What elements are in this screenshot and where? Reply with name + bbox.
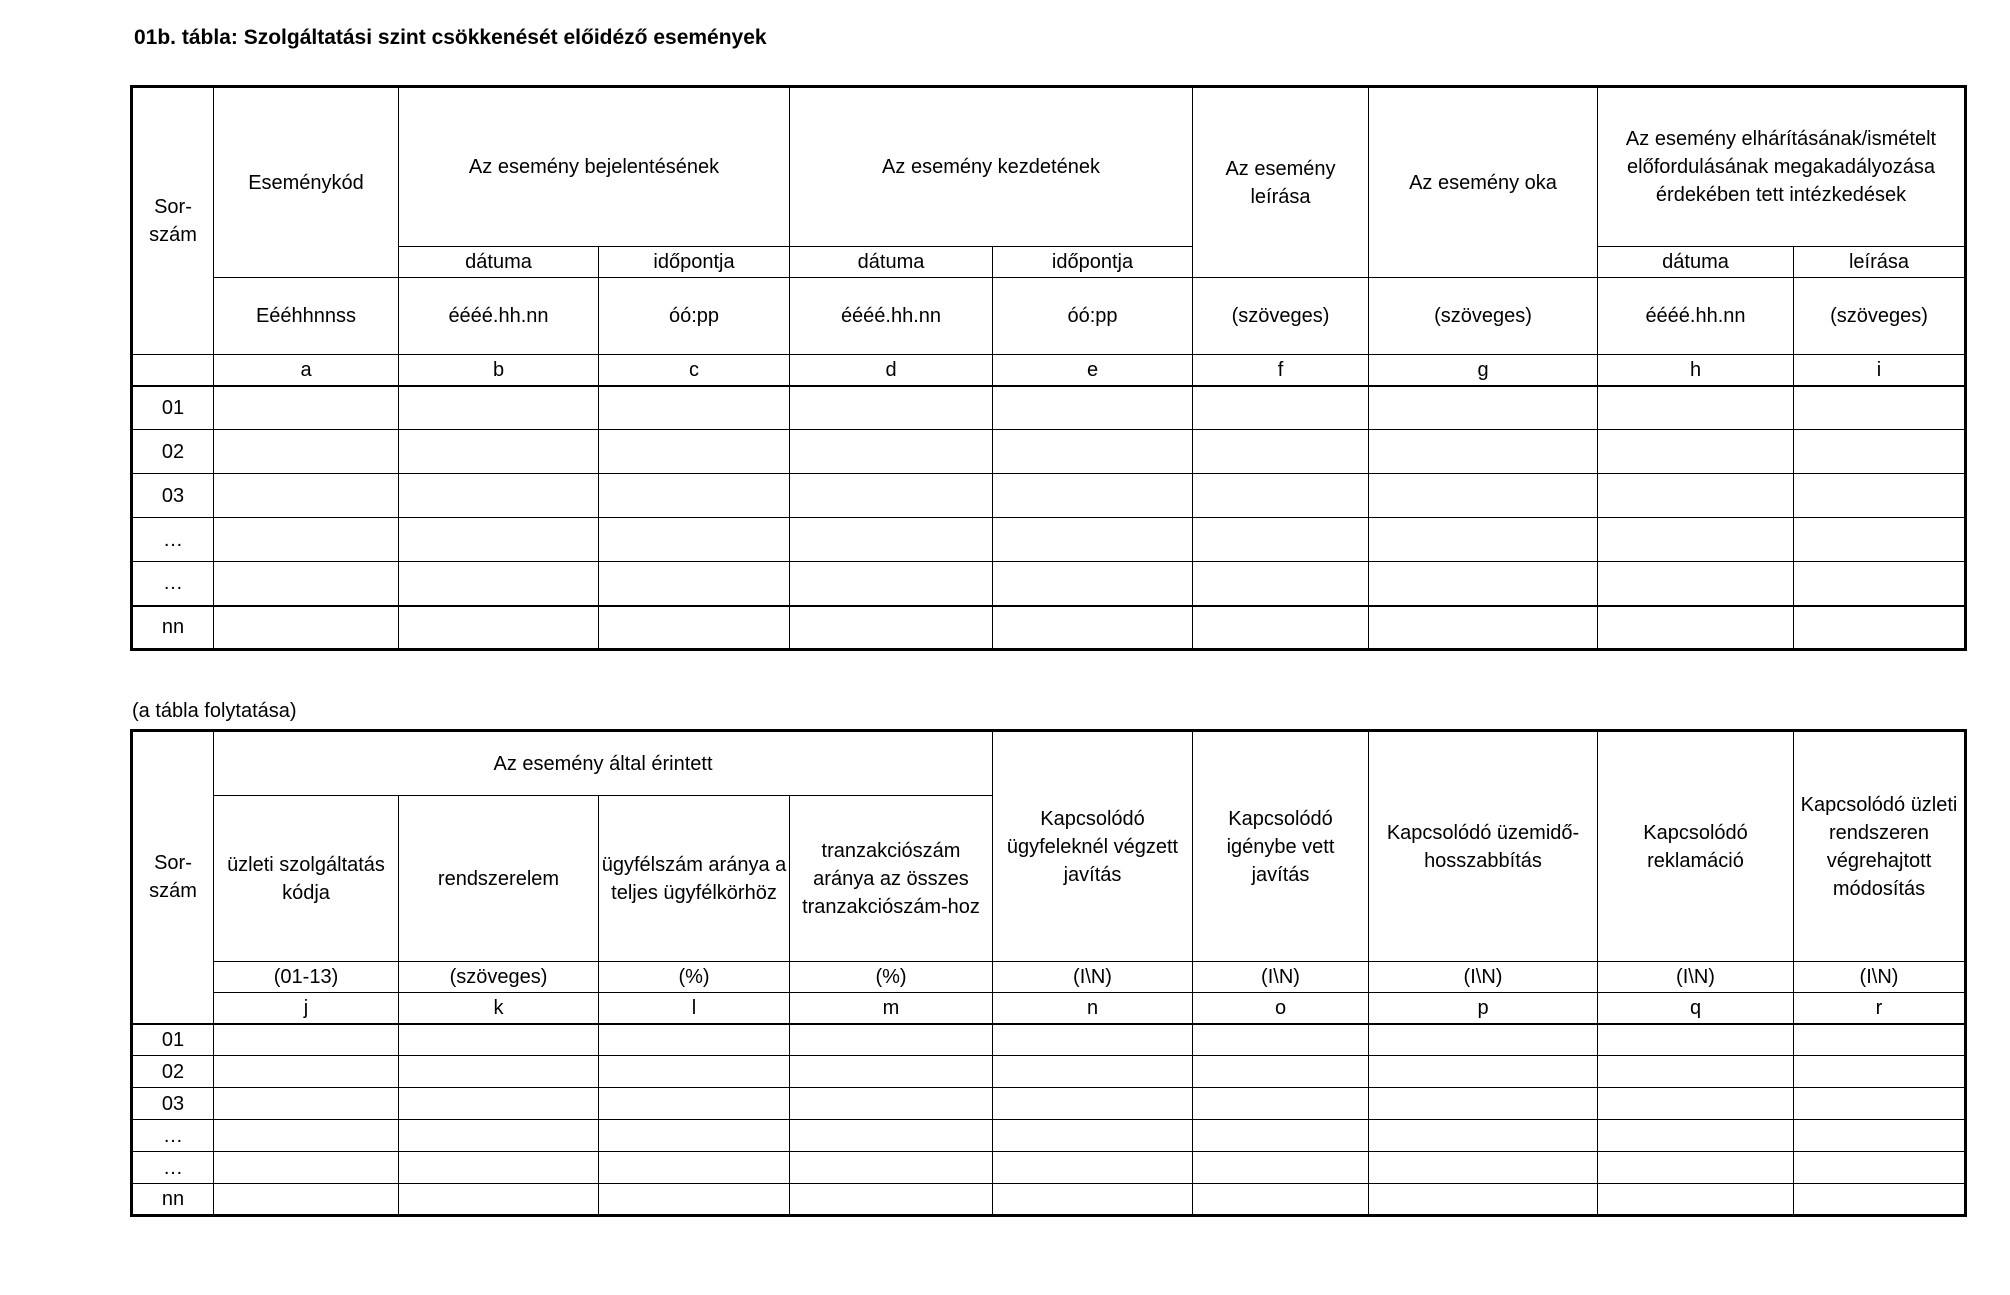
letter-cell: a xyxy=(214,355,399,386)
format-cell: (szöveges) xyxy=(1193,278,1369,355)
header-k: rendszerelem xyxy=(399,796,599,962)
format-cell: (I\N) xyxy=(1598,962,1794,993)
format-cell: éééé.hh.nn xyxy=(790,278,993,355)
letter-empty xyxy=(132,355,214,386)
letter-cell: c xyxy=(599,355,790,386)
format-cell: (I\N) xyxy=(1369,962,1598,993)
format-cell: óó:pp xyxy=(599,278,790,355)
row-number: 02 xyxy=(132,430,214,474)
events-table-continued xyxy=(130,729,1967,1217)
header-j: üzleti szolgáltatás kódja xyxy=(214,796,399,962)
format-cell: (I\N) xyxy=(1794,962,1966,993)
header-sorszam: Sor- szám xyxy=(132,731,214,1024)
header-leiras: Az esemény leírása xyxy=(1193,87,1369,278)
letter-cell: f xyxy=(1193,355,1369,386)
row-number: … xyxy=(132,518,214,562)
header-erintett: Az esemény által érintett xyxy=(214,731,993,796)
letter-cell: g xyxy=(1369,355,1598,386)
format-cell: (szöveges) xyxy=(399,962,599,993)
format-cell: (szöveges) xyxy=(1369,278,1598,355)
format-cell: éééé.hh.nn xyxy=(1598,278,1794,355)
format-cell: (I\N) xyxy=(1193,962,1369,993)
letter-cell: r xyxy=(1794,993,1966,1024)
letter-cell: h xyxy=(1598,355,1794,386)
header-r: Kapcsolódó üzleti rendszeren végrehajtott módosítás xyxy=(1794,731,1966,962)
header-m: tranzakciószám aránya az összes tranzakciószám-hoz xyxy=(790,796,993,962)
sub-i: leírása xyxy=(1794,247,1966,278)
header-ok: Az esemény oka xyxy=(1369,87,1598,278)
letter-cell: e xyxy=(993,355,1193,386)
letter-cell: n xyxy=(993,993,1193,1024)
sub-c: időpontja xyxy=(599,247,790,278)
row-number: … xyxy=(132,1152,214,1184)
header-sorszam: Sor- szám xyxy=(132,87,214,355)
header-p: Kapcsolódó üzemidő-hosszabbítás xyxy=(1369,731,1598,962)
sub-e: időpontja xyxy=(993,247,1193,278)
row-number: 03 xyxy=(132,474,214,518)
letter-cell: o xyxy=(1193,993,1369,1024)
letter-cell: l xyxy=(599,993,790,1024)
row-number: 01 xyxy=(132,1024,214,1056)
letter-cell: b xyxy=(399,355,599,386)
page-title: 01b. tábla: Szolgáltatási szint csökkenését előidéző események xyxy=(134,26,767,49)
header-intezkedes: Az esemény elhárításának/ismételt előfordulásának megakadályozása érdekében tett intézkedések xyxy=(1598,87,1966,247)
letter-cell: p xyxy=(1369,993,1598,1024)
row-number: nn xyxy=(132,1184,214,1216)
letter-cell: j xyxy=(214,993,399,1024)
sub-h: dátuma xyxy=(1598,247,1794,278)
letter-cell: i xyxy=(1794,355,1966,386)
format-cell: (%) xyxy=(599,962,790,993)
header-bejelentes: Az esemény bejelentésének xyxy=(399,87,790,247)
row-number: … xyxy=(132,1120,214,1152)
row-number: 02 xyxy=(132,1056,214,1088)
format-cell: (I\N) xyxy=(993,962,1193,993)
row-number: 01 xyxy=(132,386,214,430)
row-number: nn xyxy=(132,606,214,650)
format-cell: Eééhhnnss xyxy=(214,278,399,355)
events-table xyxy=(130,85,1967,651)
header-q: Kapcsolódó reklamáció xyxy=(1598,731,1794,962)
format-cell: éééé.hh.nn xyxy=(399,278,599,355)
format-cell: (01-13) xyxy=(214,962,399,993)
format-cell: (%) xyxy=(790,962,993,993)
header-l: ügyfélszám aránya a teljes ügyfélkörhöz xyxy=(599,796,790,962)
sub-b: dátuma xyxy=(399,247,599,278)
letter-cell: d xyxy=(790,355,993,386)
letter-cell: m xyxy=(790,993,993,1024)
row-number: 03 xyxy=(132,1088,214,1120)
letter-cell: q xyxy=(1598,993,1794,1024)
letter-cell: k xyxy=(399,993,599,1024)
header-n: Kapcsolódó ügyfeleknél végzett javítás xyxy=(993,731,1193,962)
row-number: … xyxy=(132,562,214,606)
format-cell: (szöveges) xyxy=(1794,278,1966,355)
header-kezdet: Az esemény kezdetének xyxy=(790,87,1193,247)
header-o: Kapcsolódó igénybe vett javítás xyxy=(1193,731,1369,962)
format-cell: óó:pp xyxy=(993,278,1193,355)
continuation-label: (a tábla folytatása) xyxy=(132,700,297,722)
sub-d: dátuma xyxy=(790,247,993,278)
header-esemenykod: Eseménykód xyxy=(214,87,399,278)
